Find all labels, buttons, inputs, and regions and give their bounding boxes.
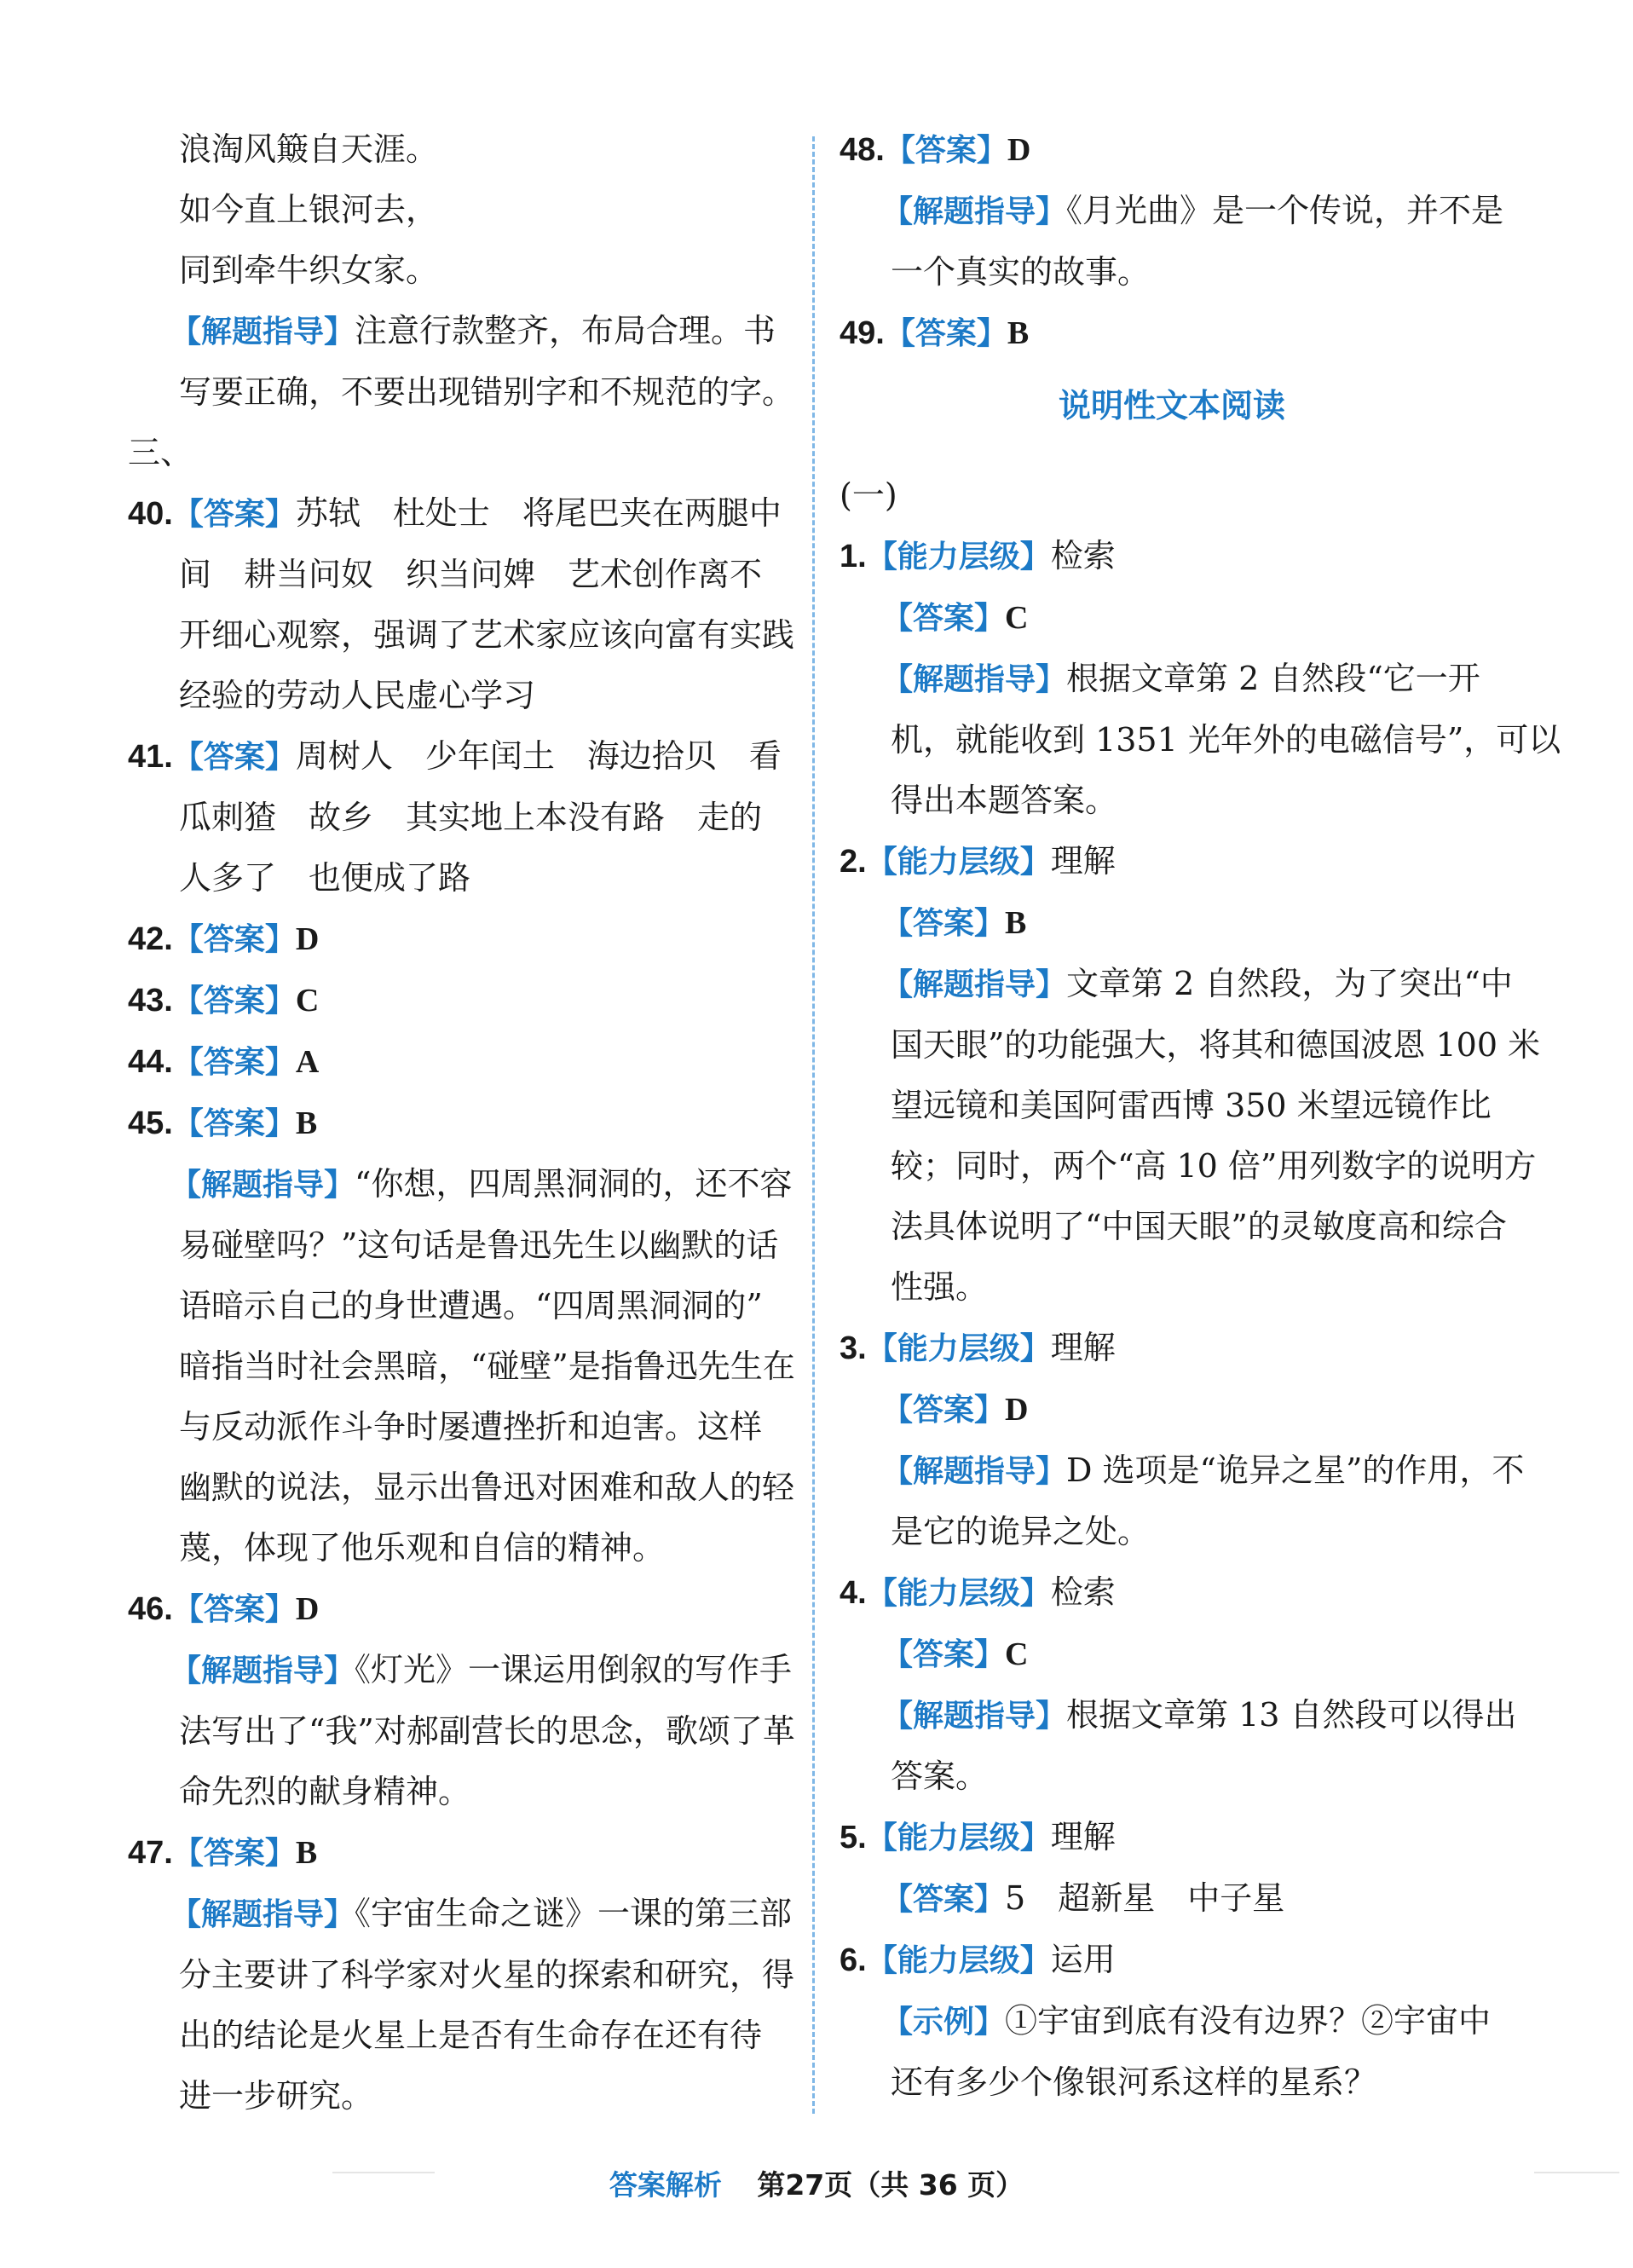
line-text: 写要正确，不要出现错别字和不规范的字。 [179,373,795,411]
line-text: 同到牵牛织女家。 [179,251,439,289]
right-column [840,119,1561,2113]
line-text: 法具体说明了“中国天眼”的灵敏度高和综合 [891,1208,1507,1245]
label-tag: 【解题指导】 [882,1454,1067,1489]
text-line [840,242,1504,303]
text-line [128,1884,793,1945]
label-tag: 【答案】 [882,1637,1006,1672]
text-line [840,954,1513,1015]
text-line [128,180,793,240]
question-number: 44. [128,1044,173,1080]
line-text: 运用 [1050,1941,1116,1978]
line-text: 幽默的说法，显示出鲁迅对困难和敌人的轻 [179,1469,795,1506]
question-line [840,526,1504,587]
line-text: 人多了 也便成了路 [179,859,471,897]
label-tag: 【答案】 [884,316,1007,351]
question-line [840,1562,1504,1624]
label-tag: 【能力层级】 [866,845,1051,880]
line-text: 还有多少个像银河系这样的星系？ [891,2063,1377,2101]
label-tag: 【答案】 [882,1393,1006,1428]
line-text: 检索 [1050,1573,1116,1611]
text-line [128,666,793,726]
line-text: (一) [840,476,897,514]
text-line [128,1701,793,1762]
question-line [128,1093,793,1154]
answer-letter: B [295,1835,318,1871]
line-text: 苏轼 杜处士 将尾巴夹在两腿中 [295,494,782,532]
line-text: 与反动派作斗争时屡遭挫折和迫害。这样 [179,1408,763,1446]
label-tag: 【答案】 [172,922,296,957]
text-line [128,2066,793,2127]
line-text: 注意行款整齐，布局合理。书 [355,312,776,349]
label-tag: 【能力层级】 [866,1331,1051,1366]
text-line [128,1945,793,2005]
text-line [840,1991,1504,2052]
label-tag: 【答案】 [172,1045,296,1080]
text-line [128,1518,793,1578]
line-text: 检索 [1050,537,1116,574]
question-line [840,1318,1504,1379]
text-line [840,710,1561,770]
label-tag: 【答案】 [172,497,296,532]
line-text: D 选项是“诡异之星”的作用，不 [1066,1451,1525,1489]
question-line [128,970,793,1031]
page-footer [0,2163,1633,2203]
line-text: 望远镜和美国阿雷西博 350 米望远镜作比 [891,1087,1492,1124]
question-line [840,1807,1504,1868]
label-tag: 【解题指导】 [882,1699,1067,1734]
text-line [840,892,1504,954]
label-tag: 【示例】 [882,2005,1006,2040]
line-text: 分主要讲了科学家对火星的探索和研究，得 [179,1956,795,1994]
line-text: 语暗示自己的身世遭遇。“四周黑洞洞的” [179,1287,763,1324]
label-tag: 【解题指导】 [882,967,1067,1002]
question-line [840,303,1504,364]
label-tag: 【答案】 [172,740,296,775]
line-text: 是它的诡异之处。 [891,1513,1151,1550]
question-line [840,831,1504,892]
question-number: 41. [128,739,173,775]
label-tag: 【答案】 [882,1882,1006,1917]
text-line [128,362,793,423]
line-text: 《宇宙生命之谜》一课的第三部 [355,1895,793,1932]
text-line [128,848,793,909]
label-tag: 【解题指导】 [882,194,1067,229]
text-line [128,240,793,301]
question-number: 6. [840,1942,867,1978]
text-line [128,1154,793,1215]
text-line [128,119,793,180]
text-line [128,1397,793,1457]
question-line [128,1031,793,1093]
line-text: 如今直上银河去， [179,191,439,228]
line-text: 易碰壁吗？”这句话是鲁迅先生以幽默的话 [179,1226,779,1264]
answer-letter: D [295,1591,320,1627]
line-text: 《月光曲》是一个传说，并不是 [1066,192,1504,229]
text-line [128,788,793,848]
line-text: 出的结论是火星上是否有生命存在还有待 [179,2017,763,2054]
section-title: 说明性文本阅读 [1058,387,1285,424]
question-line [128,1822,793,1884]
text-line [840,1257,1504,1318]
label-tag: 【能力层级】 [866,1821,1051,1855]
line-text: 理解 [1050,842,1116,880]
text-line [128,423,793,483]
text-line [840,2052,1504,2113]
text-line [840,1624,1504,1685]
question-number: 42. [128,921,173,957]
line-text: 经验的劳动人民虚心学习 [179,677,536,714]
column-divider [812,136,815,2114]
line-text: 国天眼”的功能强大，将其和德国波恩 100 米 [891,1026,1541,1064]
line-text: 《灯光》一课运用倒叙的写作手 [355,1651,793,1688]
text-line [840,587,1504,649]
text-line [840,1136,1537,1197]
question-number: 46. [128,1591,173,1627]
left-column [128,119,793,2127]
label-tag: 【解题指导】 [170,1653,355,1688]
text-line [128,1215,793,1276]
text-line [128,605,793,666]
line-text: 周树人 少年闰土 海边拾贝 看 [295,737,782,775]
text-line [128,1762,793,1822]
label-tag: 【能力层级】 [866,1576,1051,1611]
text-line [128,301,793,362]
question-number: 40. [128,496,173,532]
text-line [840,1685,1517,1746]
line-text: “你想，四周黑洞洞的，还不容 [355,1165,793,1203]
label-tag: 【答案】 [172,1106,296,1141]
answer-letter: D [295,921,320,957]
question-line [128,909,793,970]
text-line [840,1440,1525,1502]
question-number: 47. [128,1835,173,1871]
question-line [128,726,793,788]
line-text: 机，就能收到 1351 光年外的电磁信号”，可以 [891,721,1561,759]
question-number: 49. [840,315,885,351]
text-line [840,1197,1507,1257]
label-tag: 【答案】 [884,133,1007,168]
footer-brand: 答案解析 [609,2168,722,2202]
line-text: 性强。 [891,1268,989,1306]
line-text: 三、 [128,434,193,471]
text-line [840,1502,1504,1562]
answer-letter: C [1005,600,1029,636]
line-text: 浪淘风簸自天涯。 [179,130,439,168]
answer-letter: B [295,1105,318,1141]
label-tag: 【解题指导】 [882,662,1067,697]
answer-letter: A [295,1044,320,1080]
question-number: 5. [840,1820,867,1855]
text-line [128,1276,793,1336]
text-line [128,545,793,605]
text-line [128,2005,793,2066]
text-line [128,1336,793,1397]
line-text: 瓜刺猹 故乡 其实地上本没有路 走的 [179,799,763,836]
text-line [840,1868,1504,1930]
text-line [840,649,1504,710]
line-text: 根据文章第 2 自然段“它一开 [1066,660,1480,697]
line-text: 一个真实的故事。 [891,253,1151,291]
line-text: 蔑，体现了他乐观和自信的精神。 [179,1529,666,1567]
line-text: 法写出了“我”对郝副营长的思念，歌颂了革 [179,1712,795,1750]
label-tag: 【答案】 [172,984,296,1019]
question-line [840,1930,1504,1991]
line-text: 答案。 [891,1757,989,1795]
line-text: 5 超新星 中子星 [1005,1879,1285,1917]
text-line [128,1640,793,1701]
answer-letter: D [1007,132,1031,168]
question-number: 45. [128,1105,173,1141]
question-number: 4. [840,1575,867,1611]
text-line [840,181,1504,242]
question-line [128,1578,793,1640]
question-line [128,483,793,545]
line-text: ①宇宙到底有没有边界？②宇宙中 [1005,2002,1492,2040]
text-line [840,770,1504,831]
label-tag: 【解题指导】 [170,315,355,349]
question-number: 48. [840,132,885,168]
line-text: 进一步研究。 [179,2077,374,2115]
text-line [840,1379,1504,1440]
text-line [840,1015,1541,1076]
label-tag: 【解题指导】 [170,1897,355,1932]
line-text: 开细心观察，强调了艺术家应该向富有实践 [179,616,795,654]
line-text: 间 耕当问奴 织当问婢 艺术创作离不 [179,556,763,593]
line-text: 文章第 2 自然段，为了突出“中 [1066,965,1513,1002]
text-line [840,465,1504,526]
question-number: 1. [840,539,867,574]
line-text: 根据文章第 13 自然段可以得出 [1066,1696,1517,1734]
question-line [840,119,1504,181]
label-tag: 【答案】 [882,601,1006,636]
line-text: 理解 [1050,1818,1116,1855]
footer-page-number: 第27页（共 36 页） [757,2168,1024,2202]
answer-letter: D [1005,1392,1029,1428]
text-line [128,1457,793,1518]
question-number: 43. [128,983,173,1019]
answer-letter: B [1005,905,1027,941]
question-number: 2. [840,844,867,880]
answer-letter: B [1007,315,1030,351]
label-tag: 【能力层级】 [866,540,1051,574]
label-tag: 【能力层级】 [866,1943,1051,1978]
answer-letter: C [295,983,320,1019]
line-text: 较；同时，两个“高 10 倍”用列数字的说明方 [891,1147,1537,1185]
label-tag: 【答案】 [172,1836,296,1871]
text-line [840,1076,1504,1136]
line-text: 得出本题答案。 [891,782,1118,819]
text-line [840,1746,1504,1807]
label-tag: 【答案】 [172,1592,296,1627]
line-text: 命先烈的献身精神。 [179,1773,471,1810]
line-text: 暗指当时社会黑暗，“碰壁”是指鲁迅先生在 [179,1348,795,1385]
label-tag: 【答案】 [882,906,1006,941]
label-tag: 【解题指导】 [170,1168,355,1203]
line-text: 理解 [1050,1329,1116,1366]
answer-letter: C [1005,1636,1029,1672]
question-number: 3. [840,1330,867,1366]
